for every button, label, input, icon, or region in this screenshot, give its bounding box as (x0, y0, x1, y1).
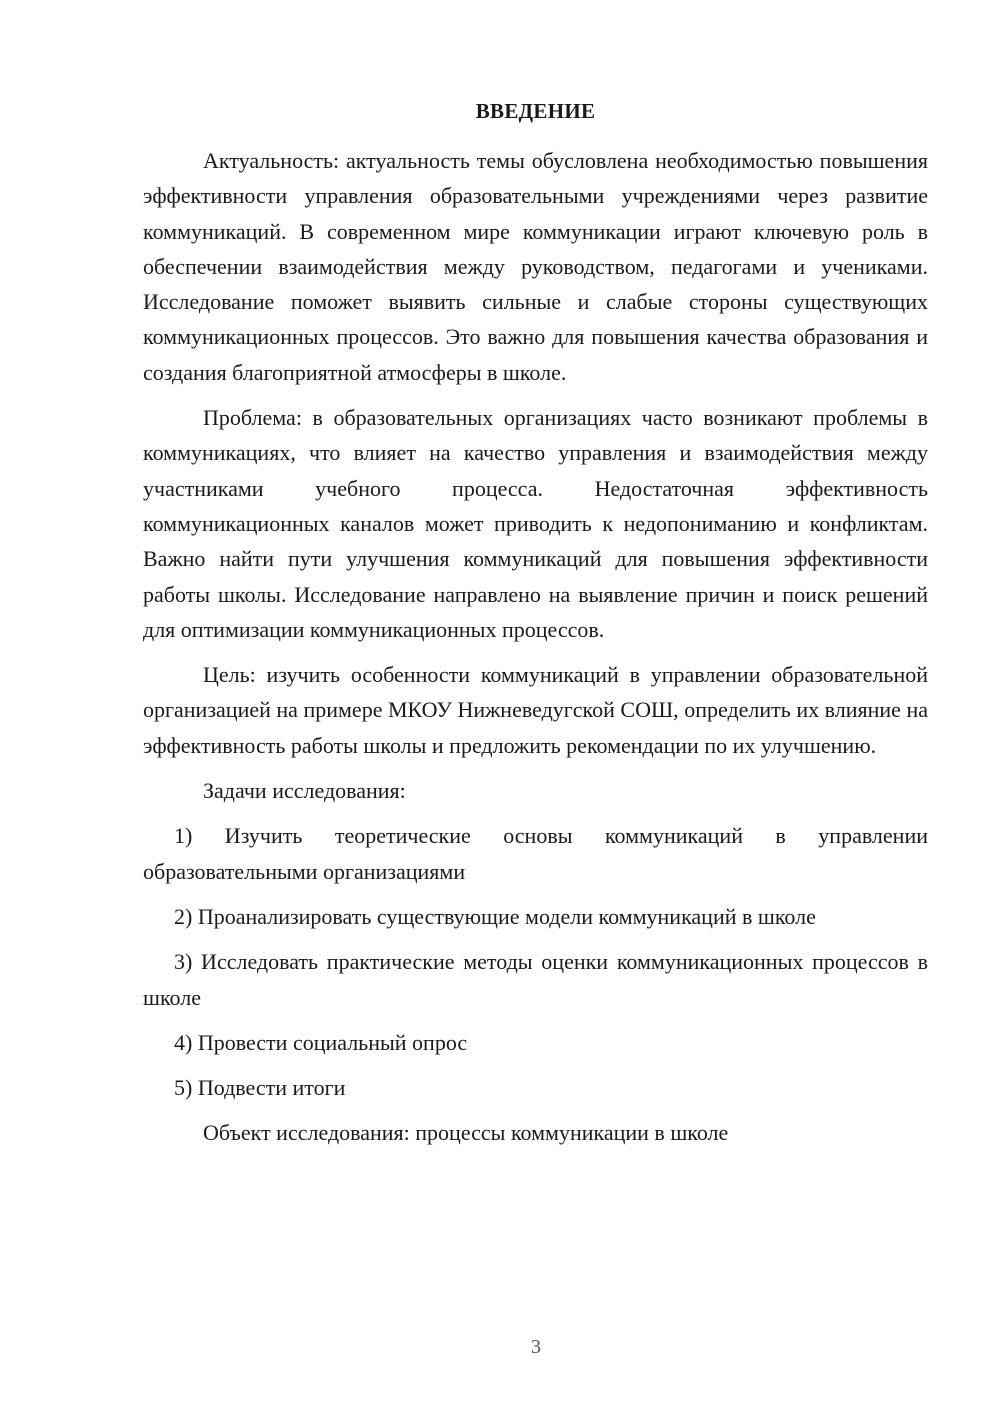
page-number: 3 (531, 1336, 541, 1358)
task-item-3: 3) Исследовать практические методы оценки коммуникационных процессов в школе (143, 949, 928, 1010)
relevance-paragraph: Актуальность: актуальность темы обусловлена необходимостью повышения эффективности управления образовательными учреждениями через развитие коммуникаций. В современном мире коммуникации играют ключевую роль в обеспечении взаимодействия между руководством, педагогами и учениками. Исследование поможет выявить сильные и слабые стороны существующих коммуникационных процессов. Это важно для повышения качества образования и создания благоприятной атмосферы в школе. (143, 148, 928, 385)
task-item-4: 4) Провести социальный опрос (174, 1029, 468, 1055)
task-item-2: 2) Проанализировать существующие модели коммуникаций в школе (174, 903, 816, 929)
problem-paragraph: Проблема: в образовательных организациях часто возникают проблемы в коммуникациях, что влияет на качество управления и взаимодействия между участниками учебного процесса. Недостаточная эффективность коммуникационных каналов может приводить к недопониманию и конфликтам. Важно найти пути улучшения коммуникаций для повышения эффективности работы школы. Исследование направлено на выявление причин и поиск решений для оптимизации коммуникационных процессов. (143, 405, 928, 642)
goal-paragraph: Цель: изучить особенности коммуникаций в управлении образовательной организацией на примере МКОУ Нижневедугской СОШ, определить их влияние на эффективность работы школы и предложить рекомендации по их улучшению. (143, 662, 928, 758)
document-body (143, 143, 928, 1151)
task-item-1: 1) Изучить теоретические основы коммуникаций в управлении образовательными организациями (143, 823, 928, 884)
object-paragraph: Объект исследования: процессы коммуникации в школе (203, 1120, 729, 1146)
task-item-5: 5) Подвести итоги (174, 1075, 346, 1101)
tasks-heading: Задачи исследования: (203, 778, 406, 804)
section-heading: ВВЕДЕНИЕ (475, 99, 596, 123)
